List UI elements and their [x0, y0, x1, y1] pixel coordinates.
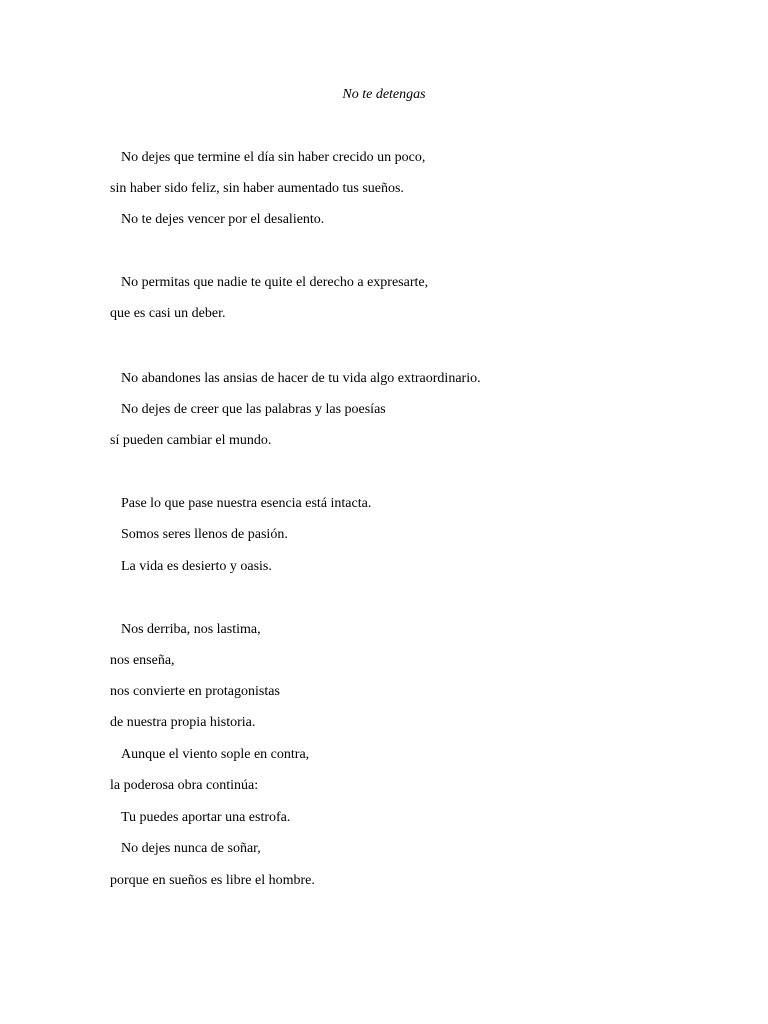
page-title: No te detengas [342, 87, 426, 102]
poem-line: la poderosa obra continúa: [110, 778, 259, 793]
poem-line: Pase lo que pase nuestra esencia está intacta. [121, 496, 372, 511]
poem-line: No te dejes vencer por el desaliento. [121, 212, 325, 227]
poem-line: No abandones las ansias de hacer de tu vida algo extraordinario. [121, 371, 481, 386]
poem-line: nos convierte en protagonistas [110, 684, 280, 699]
poem-line: No permitas que nadie te quite el derecho a expresarte, [121, 275, 429, 290]
poem-line: sí pueden cambiar el mundo. [110, 433, 272, 448]
poem-line: La vida es desierto y oasis. [121, 559, 272, 574]
poem-line: Aunque el viento sople en contra, [121, 747, 310, 762]
poem-line: Nos derriba, nos lastima, [121, 622, 261, 637]
poem-line: Tu puedes aportar una estrofa. [121, 810, 291, 825]
poem-line: No dejes de creer que las palabras y las poesías [121, 402, 386, 417]
poem-line: sin haber sido feliz, sin haber aumentado tus sueños. [110, 181, 404, 196]
poem-line: que es casi un deber. [110, 306, 226, 321]
poem-line: nos enseña, [110, 653, 175, 668]
poem-line: de nuestra propia historia. [110, 715, 256, 730]
poem-line: No dejes que termine el día sin haber crecido un poco, [121, 150, 426, 165]
poem-line: porque en sueños es libre el hombre. [110, 873, 315, 888]
poem-line: Somos seres llenos de pasión. [121, 527, 288, 542]
poem-line: No dejes nunca de soñar, [121, 841, 261, 856]
